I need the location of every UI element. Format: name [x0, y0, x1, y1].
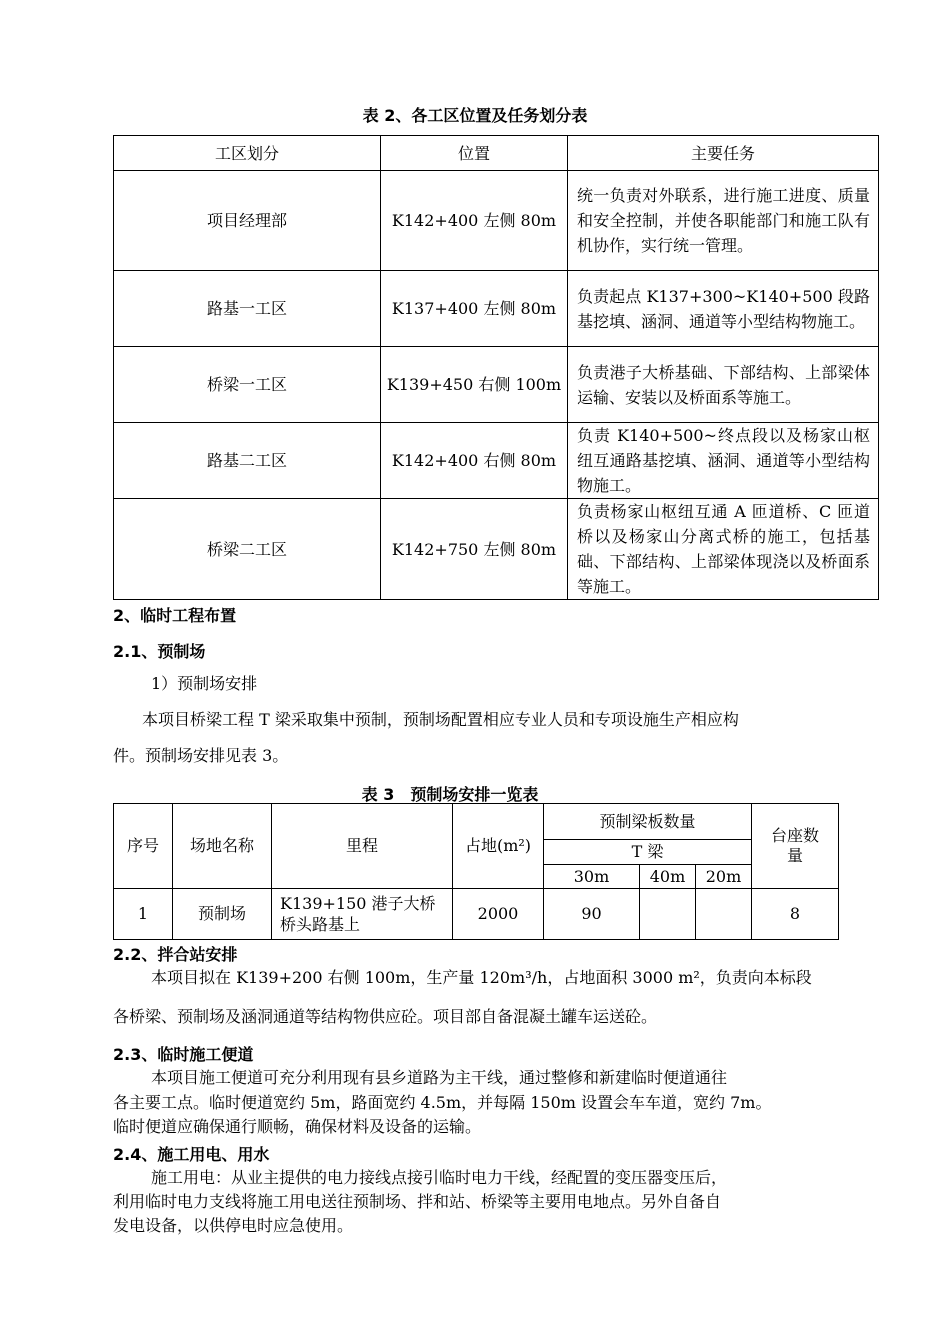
row-span-40 — [640, 889, 696, 940]
header-span-30: 30m — [544, 865, 640, 889]
zone-location: K142+750 左侧 80m — [381, 499, 568, 600]
table-row — [114, 171, 879, 271]
zone-location: K142+400 右侧 80m — [381, 423, 568, 499]
row-stands: 8 — [752, 889, 839, 940]
table-row — [114, 271, 879, 347]
row-mileage-line: 桥头路基上 — [280, 915, 361, 934]
zone-task: 负责港子大桥基础、下部结构、上部梁体运输、安装以及桥面系等施工。 — [568, 347, 879, 423]
header-area: 占地(m²) — [453, 804, 544, 889]
header-site: 场地名称 — [173, 804, 272, 889]
paragraph-line: 施工用电：从业主提供的电力接线点接引临时电力干线，经配置的变压器变压后， — [151, 1168, 728, 1187]
paragraph-line: 利用临时电力支线将施工用电送往预制场、拌和站、桥梁等主要用电地点。另外自备自 — [113, 1192, 722, 1211]
table-header-row — [114, 136, 879, 171]
sub-item: 1）预制场安排 — [151, 674, 258, 693]
row-area: 2000 — [453, 889, 544, 940]
row-site: 预制场 — [173, 889, 272, 940]
header-task: 主要任务 — [568, 136, 879, 171]
subsection-heading: 2.4、施工用电、用水 — [113, 1145, 270, 1164]
paragraph-line: 本项目拟在 K139+200 右侧 100m，生产量 120m³/h，占地面积 3000 m²，负责向本标段 — [151, 968, 812, 987]
header-span-40: 40m — [640, 865, 696, 889]
header-no: 序号 — [114, 804, 173, 889]
table-row — [114, 423, 879, 499]
zone-name: 路基二工区 — [114, 423, 381, 499]
header-t-beam: T 梁 — [544, 840, 752, 865]
header-span-20: 20m — [696, 865, 752, 889]
subsection-heading: 2.3、临时施工便道 — [113, 1045, 254, 1064]
header-location: 位置 — [381, 136, 568, 171]
zone-name: 项目经理部 — [114, 171, 381, 271]
zone-task: 负责 K140+500~终点段以及杨家山枢纽互通路基挖填、涵洞、通道等小型结构物施工。 — [568, 423, 879, 499]
header-stands-line: 量 — [787, 846, 804, 865]
zone-task: 负责起点 K137+300~K140+500 段路基挖填、涵洞、通道等小型结构物施工。 — [568, 271, 879, 347]
table-row — [114, 347, 879, 423]
header-zone: 工区划分 — [114, 136, 381, 171]
work-zone-table — [113, 135, 879, 600]
header-stands — [752, 804, 839, 889]
row-mileage-line: K139+150 港子大桥 — [280, 894, 436, 913]
row-span-20 — [696, 889, 752, 940]
paragraph-line: 各主要工点。临时便道宽约 5m，路面宽约 4.5m，并每隔 150m 设置会车车道，宽约 7m。 — [113, 1093, 772, 1112]
precast-yard-table — [113, 803, 839, 940]
zone-name: 路基一工区 — [114, 271, 381, 347]
zone-name: 桥梁二工区 — [114, 499, 381, 600]
paragraph-line: 临时便道应确保通行顺畅，确保材料及设备的运输。 — [113, 1117, 482, 1136]
subsection-heading: 2.1、预制场 — [113, 642, 206, 661]
paragraph-line: 件。预制场安排见表 3。 — [113, 746, 289, 765]
zone-location: K142+400 左侧 80m — [381, 171, 568, 271]
section-heading: 2、临时工程布置 — [113, 606, 237, 625]
zone-task: 负责杨家山枢纽互通 A 匝道桥、C 匝道桥以及杨家山分离式桥的施工，包括基础、下部结构、上部梁体现浇以及桥面系等施工。 — [568, 499, 879, 600]
table3-title: 表 3 预制场安排一览表 — [361, 785, 539, 804]
subsection-heading: 2.2、拌合站安排 — [113, 945, 238, 964]
paragraph-line: 本项目桥梁工程 T 梁采取集中预制，预制场配置相应专业人员和专项设施生产相应构 — [142, 710, 739, 729]
paragraph-line: 本项目施工便道可充分利用现有县乡道路为主干线，通过整修和新建临时便道通往 — [151, 1068, 728, 1087]
row-span-30: 90 — [544, 889, 640, 940]
row-no: 1 — [114, 889, 173, 940]
paragraph-line: 发电设备，以供停电时应急使用。 — [113, 1216, 354, 1235]
table-header-row — [114, 804, 839, 840]
header-stands-line: 台座数 — [771, 826, 820, 845]
paragraph-line: 各桥梁、预制场及涵洞通道等结构物供应砼。项目部自备混凝土罐车运送砼。 — [113, 1007, 658, 1026]
header-mileage: 里程 — [272, 804, 453, 889]
table2-title: 表 2、各工区位置及任务划分表 — [362, 106, 588, 125]
zone-name: 桥梁一工区 — [114, 347, 381, 423]
zone-location: K137+400 左侧 80m — [381, 271, 568, 347]
table-row — [114, 889, 839, 940]
row-mileage — [272, 889, 453, 940]
zone-task: 统一负责对外联系，进行施工进度、质量和安全控制，并使各职能部门和施工队有机协作，实行统一管理。 — [568, 171, 879, 271]
header-beam-count: 预制梁板数量 — [544, 804, 752, 840]
table-row — [114, 499, 879, 600]
zone-location: K139+450 右侧 100m — [381, 347, 568, 423]
